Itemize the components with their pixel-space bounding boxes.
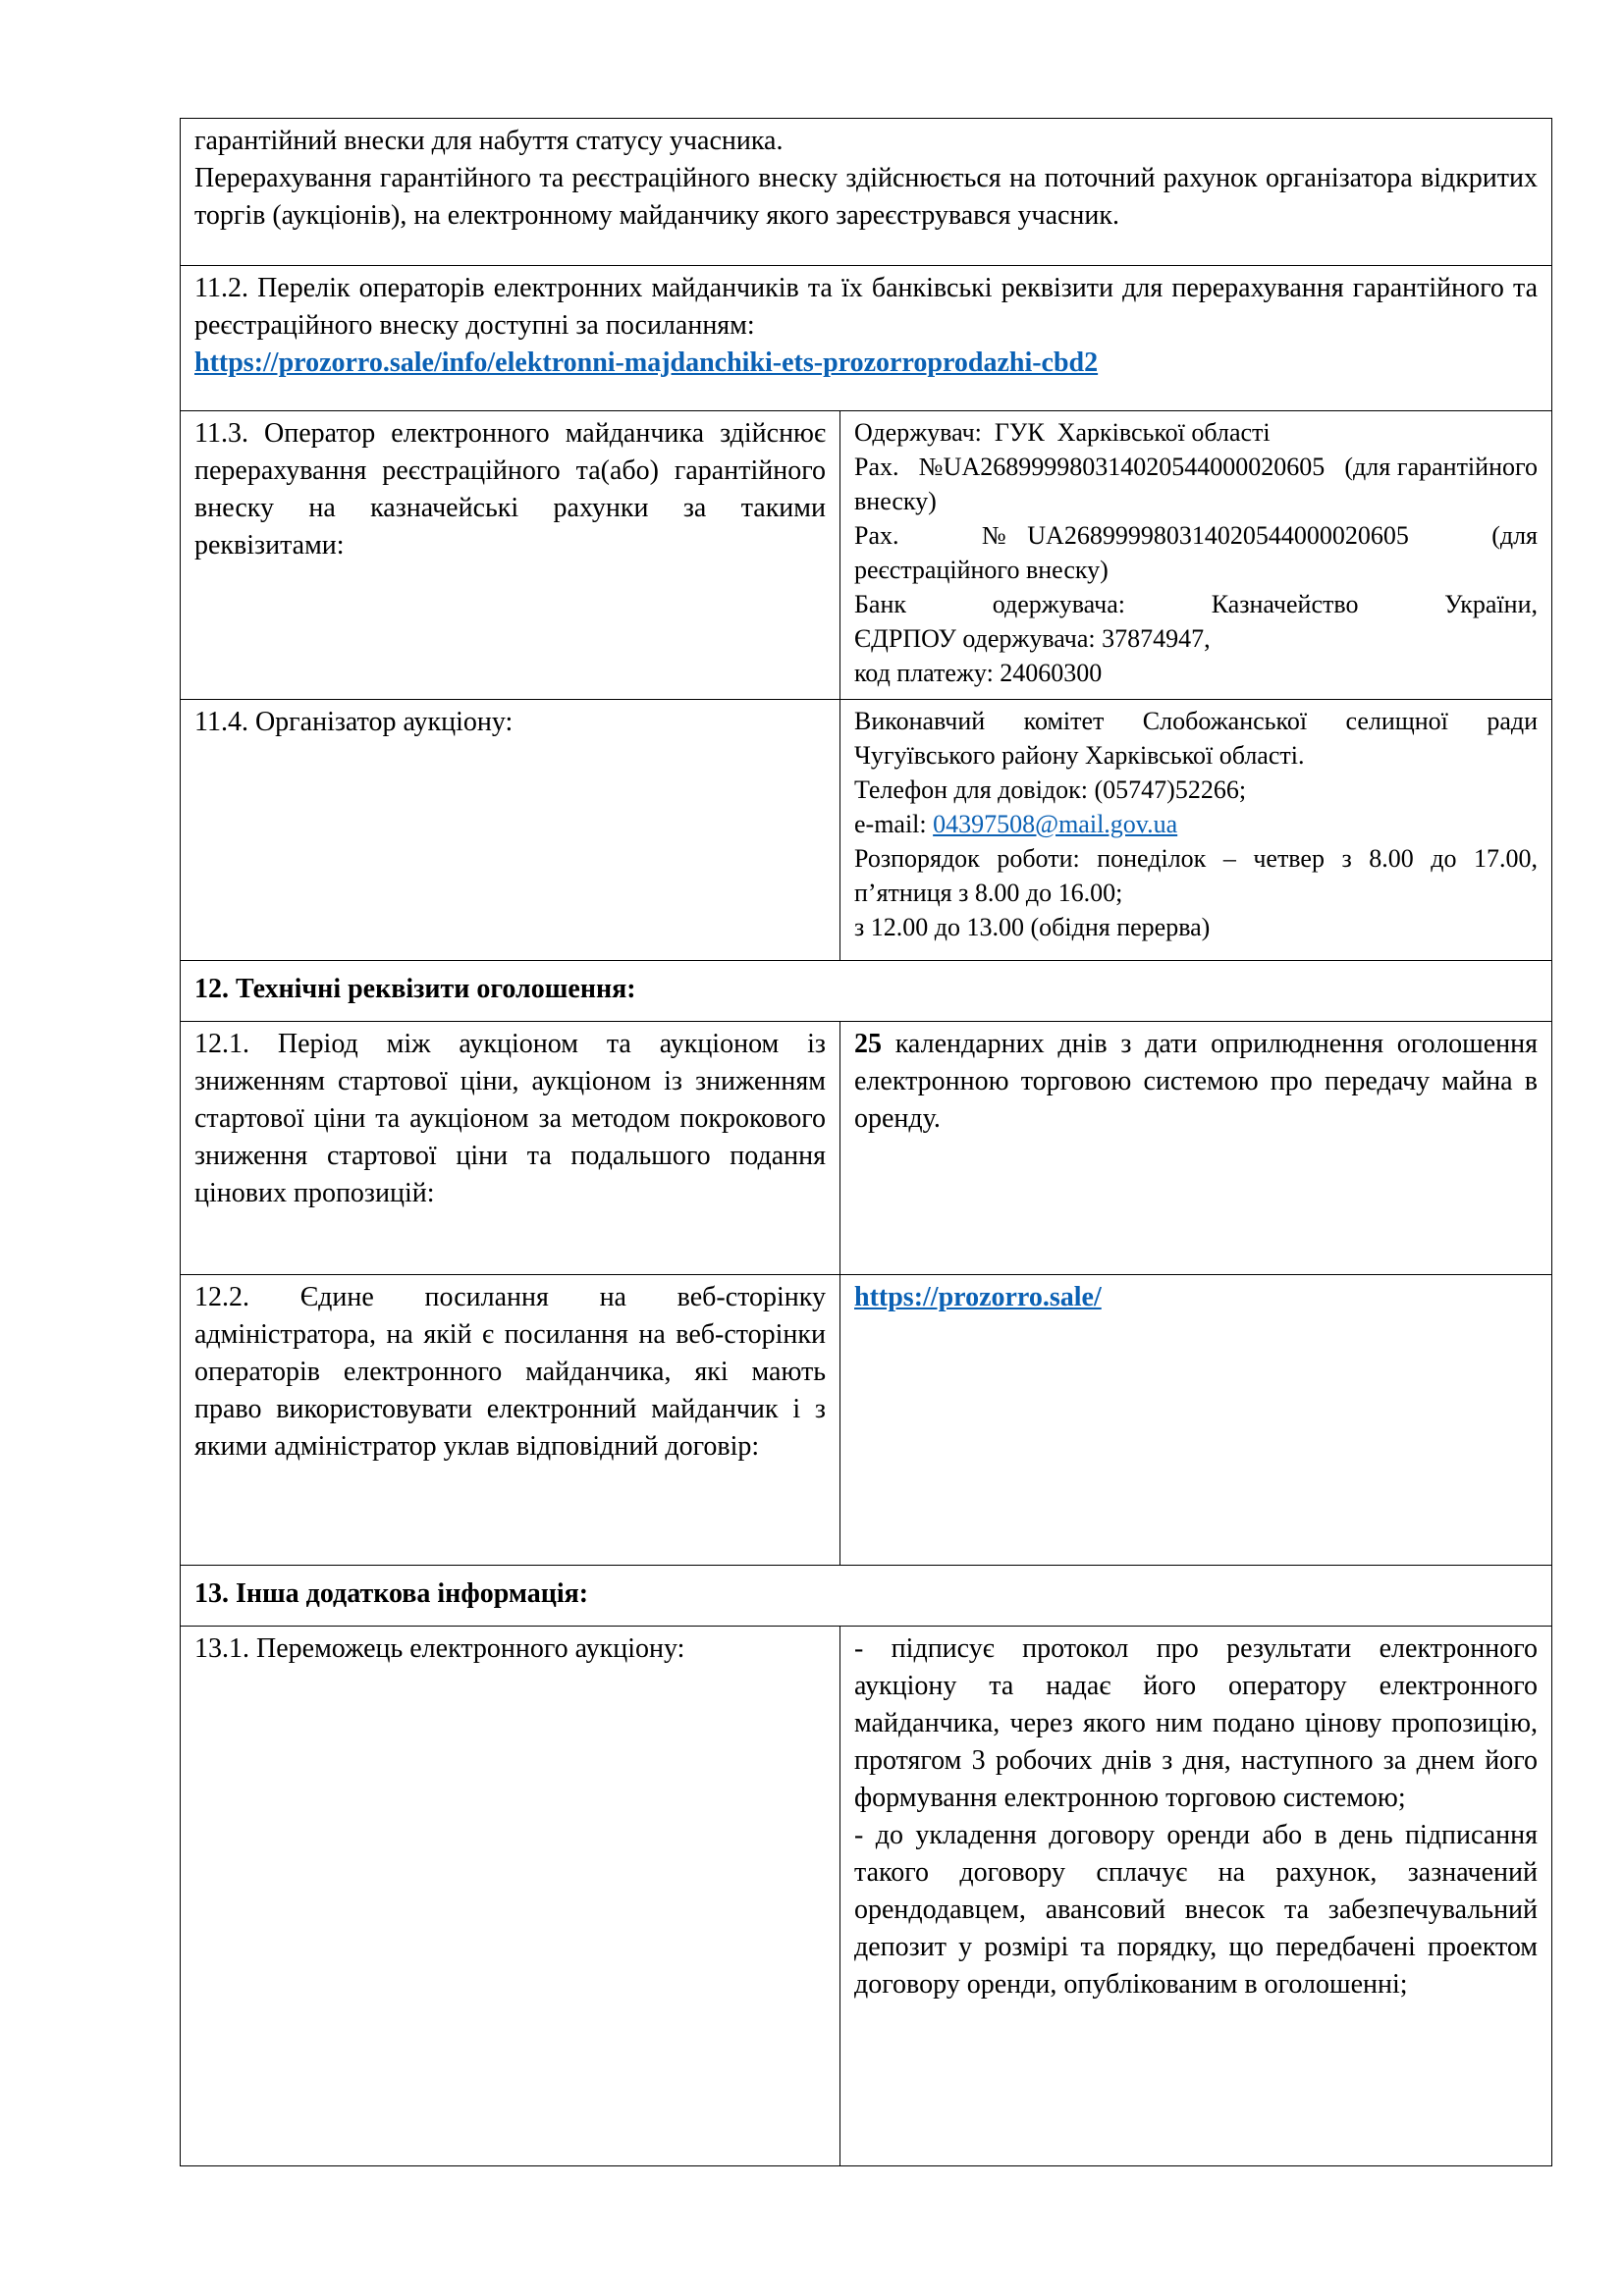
organizer-label: 11.4. Організатор аукціону: (194, 707, 514, 737)
operators-list-text: 11.2. Перелік операторів електронних майданчиків та їх банківські реквізити для перерахування гарантійного та реєстраційного внеску доступні за посиланням: (194, 273, 1539, 341)
email-prefix: e-mail: (854, 810, 934, 838)
table-row (181, 411, 1552, 700)
winner-duty: - підписує протокол про результати електронного аукціону та надає його оператору електронного майданчика, через якого ним подано цінову пропозицію, протягом 3 робочих днів з дня, наступного за днем його формування електронною торговою системою; (854, 1633, 1539, 1813)
admin-link-label-cell (181, 1275, 840, 1566)
period-days: 25 (854, 1029, 882, 1059)
payment-code: код платежу: 24060300 (854, 659, 1103, 687)
operators-list-cell (181, 266, 1552, 411)
table-row (181, 700, 1552, 961)
period-label: 12.1. Період між аукціоном та аукціоном із зниженням стартової ціни, аукціоном із зниженням стартової ціни та аукціоном за методом покрокового зниження стартової ціни та подальшого подання цінових пропозицій: (194, 1029, 826, 1208)
winner-label-cell (181, 1627, 840, 2166)
period-label-cell (181, 1022, 840, 1275)
registration-account: Рах. №UA268999980314020544000020605 (для реєстраційного внеску) (854, 521, 1544, 584)
guarantee-account: Рах. №UA268999980314020544000020605 (для гарантійного внеску) (854, 453, 1544, 515)
winner-duties-cell (840, 1627, 1552, 2166)
table-row (181, 1627, 1552, 2166)
paragraph: гарантійний внески для набуття статусу учасника. (194, 126, 784, 156)
document-page (180, 118, 1551, 2166)
recipient: Одержувач: ГУК Харківської області (854, 418, 1271, 447)
bank: Банк одержувача: Казначейство України, (854, 590, 1539, 618)
table-row (181, 961, 1552, 1022)
paragraph: Перерахування гарантійного та реєстраційного внеску здійснюється на поточний рахунок організатора відкритих торгів (аукціонів), на електронному майданчику якого зареєструвався учасник. (194, 163, 1539, 231)
organizer-email-line (854, 807, 1538, 841)
treasury-details-cell (840, 411, 1552, 700)
table-row (181, 1566, 1552, 1627)
announcement-table (180, 118, 1552, 2166)
table-row (181, 266, 1552, 411)
treasury-label: 11.3. Оператор електронного майданчика здійснює перерахування реєстраційного та(або) гарантійного внеску на казначейські рахунки за такими реквізитами: (194, 418, 826, 561)
period-text: календарних днів з дати оприлюднення оголошення електронною торговою системою про передачу майна в оренду. (854, 1029, 1539, 1134)
table-row (181, 119, 1552, 266)
treasury-label-cell (181, 411, 840, 700)
organizer-details-cell (840, 700, 1552, 961)
guarantee-transfer-cell (181, 119, 1552, 266)
organizer-email-link[interactable]: 04397508@mail.gov.ua (933, 810, 1178, 838)
period-value-cell (840, 1022, 1552, 1275)
table-row (181, 1275, 1552, 1566)
operators-list-link[interactable]: https://prozorro.sale/info/elektronni-majdanchiki-ets-prozorroprodazhi-cbd2 (194, 347, 1099, 378)
section-12-heading: 12. Технічні реквізити оголошення: (181, 961, 1552, 1022)
winner-duty: - до укладення договору оренди або в день підписання такого договору сплачує на рахунок, зазначений орендодавцем, авансовий внесок та забезпечувальний депозит у розмірі та порядку, що передбачені проектом договору оренди, опублікованим в оголошенні; (854, 1820, 1539, 2000)
organizer-name: Виконавчий комітет Слобожанської селищної ради Чугуївського району Харківської області. (854, 707, 1539, 770)
table-row (181, 1022, 1552, 1275)
section-13-heading: 13. Інша додаткова інформація: (181, 1566, 1552, 1627)
organizer-phone: Телефон для довідок: (05747)52266; (854, 775, 1247, 804)
winner-label: 13.1. Переможець електронного аукціону: (194, 1633, 685, 1664)
admin-link-label: 12.2. Єдине посилання на веб-сторінку адміністратора, на якій є посилання на веб-сторінки операторів електронного майданчика, які мають право використовувати електронний майданчик і з якими адміністратор уклав відповідний договір: (194, 1282, 826, 1462)
organizer-schedule: Розпорядок роботи: понеділок – четвер з 8.00 до 17.00, п’ятниця з 8.00 до 16.00; (854, 844, 1539, 907)
organizer-lunch-break: з 12.00 до 13.00 (обідня перерва) (854, 913, 1211, 941)
edrpou: ЄДРПОУ одержувача: 37874947, (854, 624, 1211, 653)
admin-link[interactable]: https://prozorro.sale/ (854, 1282, 1102, 1312)
admin-link-cell (840, 1275, 1552, 1566)
organizer-label-cell (181, 700, 840, 961)
